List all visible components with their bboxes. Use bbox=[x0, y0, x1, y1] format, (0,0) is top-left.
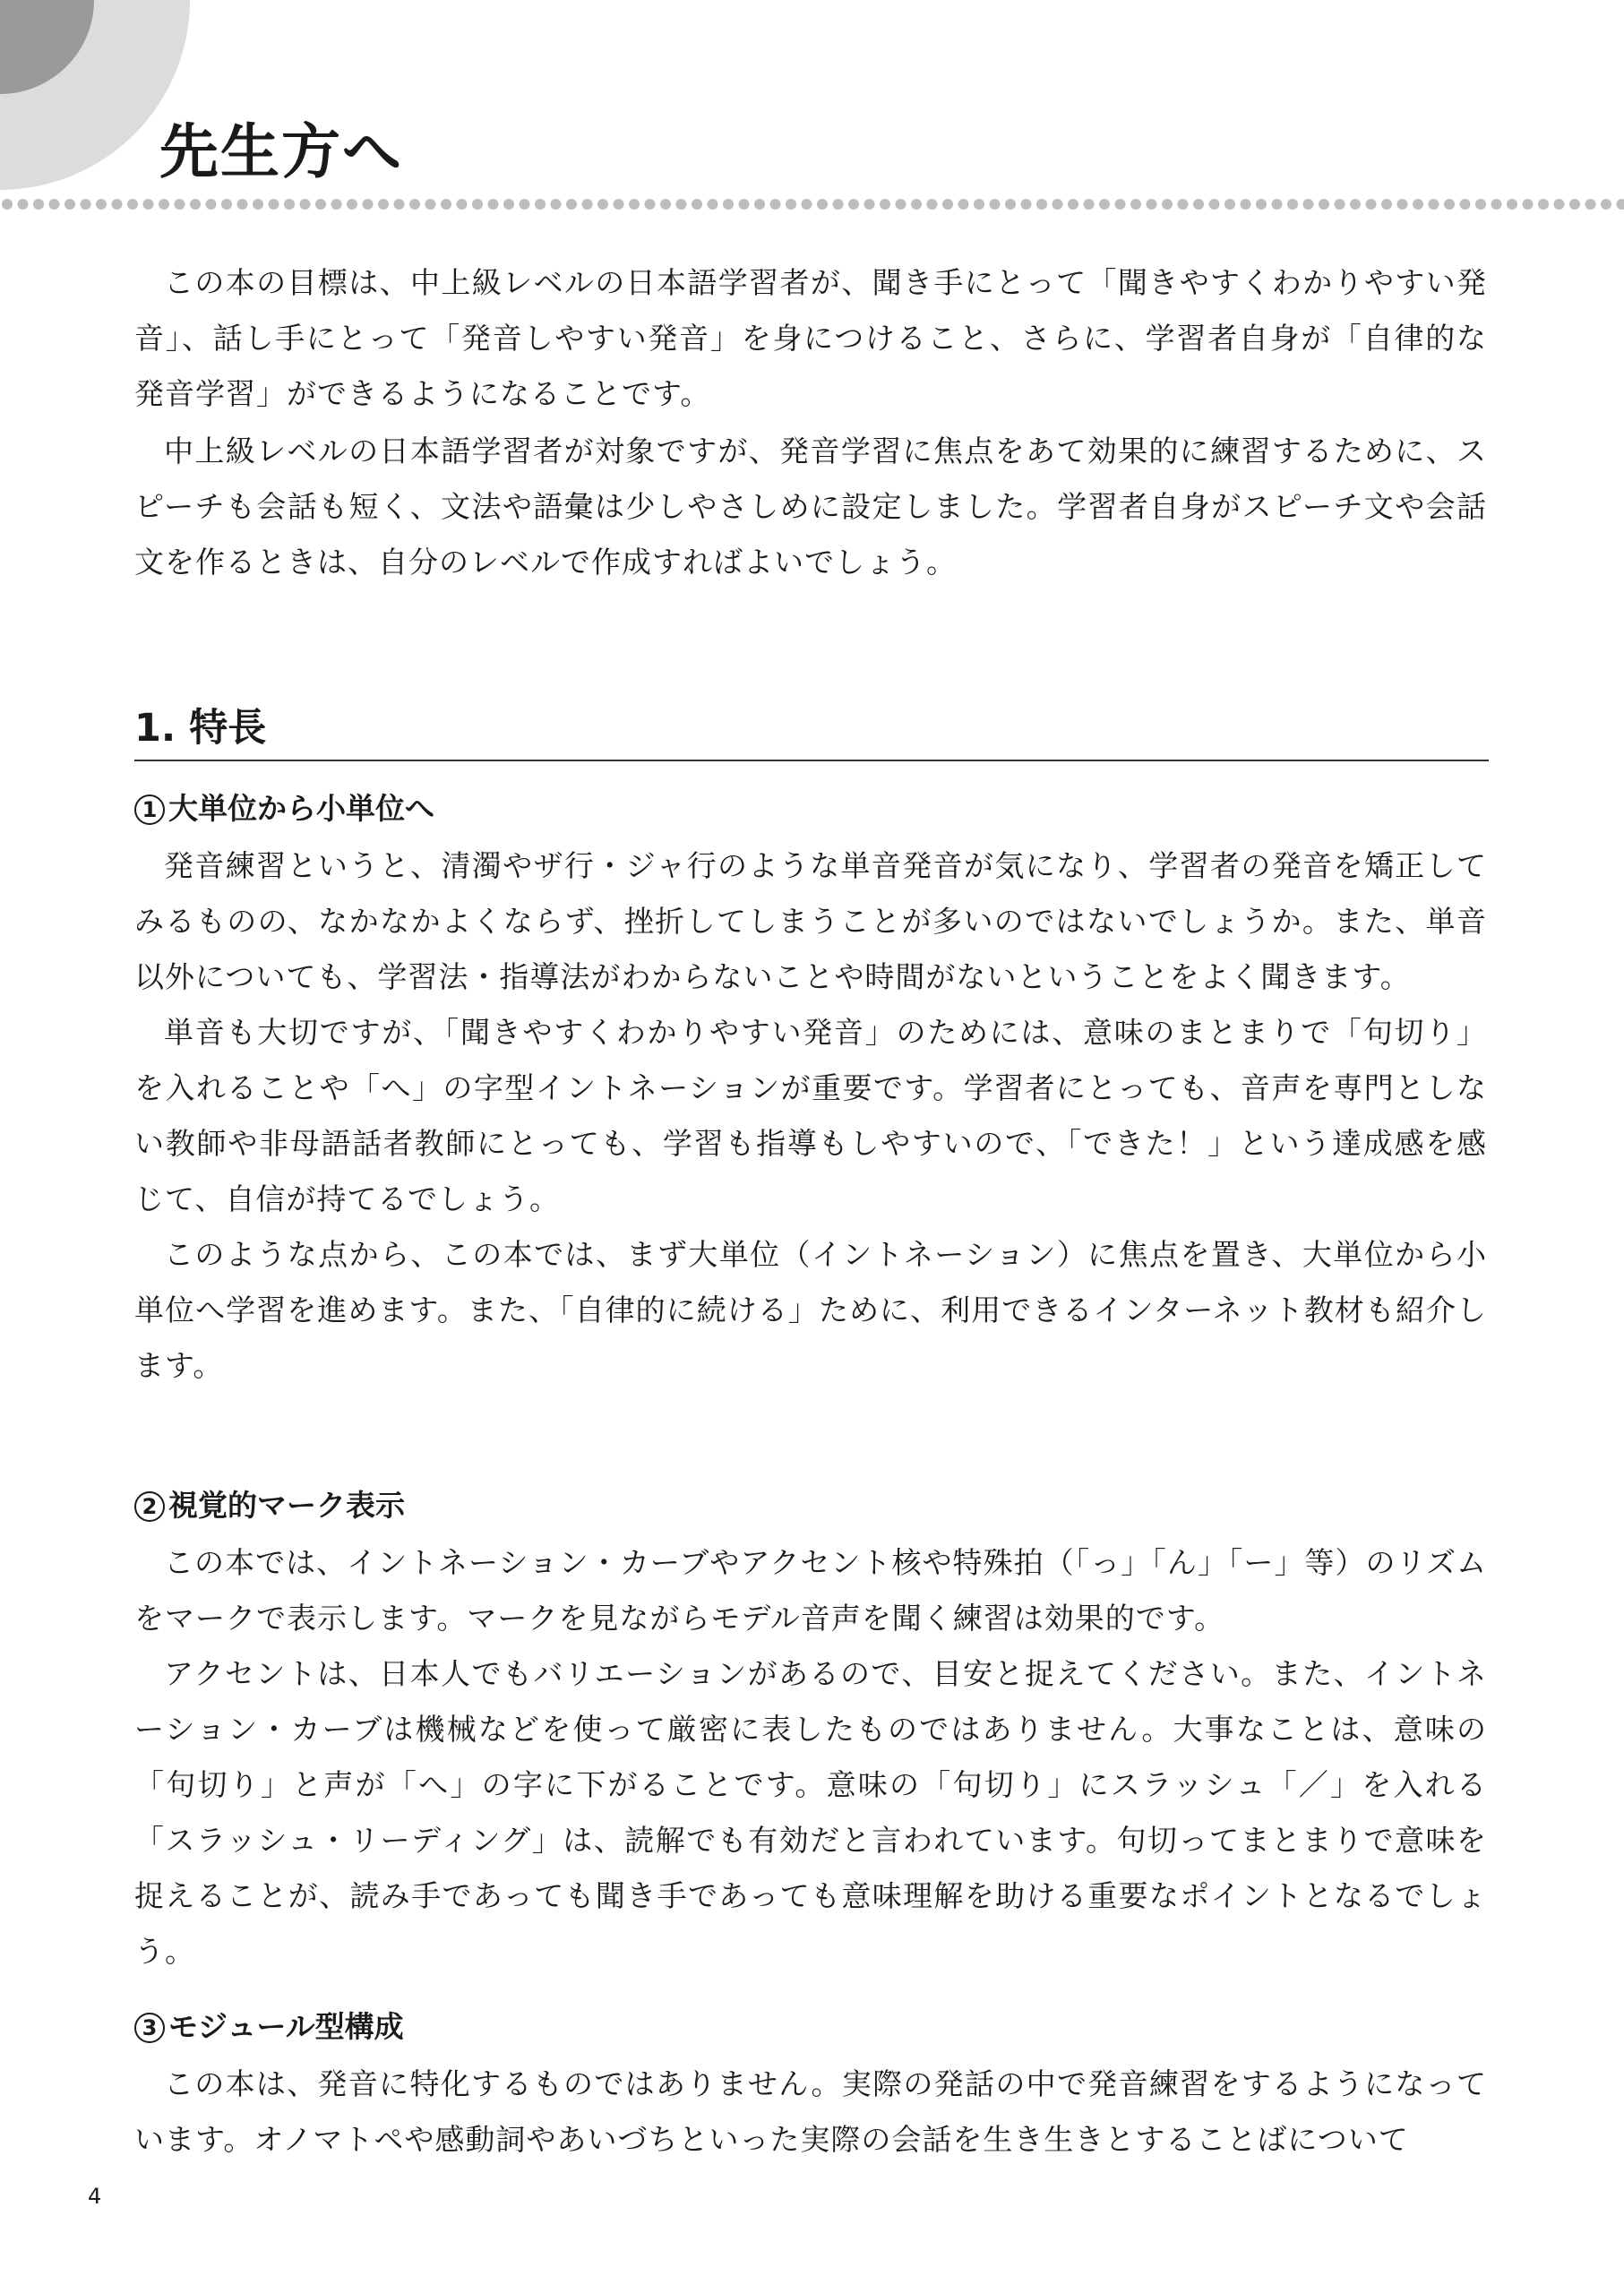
page-number: 4 bbox=[88, 2184, 102, 2209]
circled-number: 3 bbox=[134, 2013, 165, 2043]
intro-paragraph: この本の目標は、中上級レベルの日本語学習者が、聞き手にとって「聞きやすくわかりやすい発音」、話し手にとって「発音しやすい発音」を身につけること、さらに、学習者自身が「自律的な発音学習」ができるようになることです。 bbox=[134, 265, 1487, 411]
page-title: 先生方へ bbox=[159, 117, 403, 186]
dotted-divider bbox=[0, 195, 1624, 213]
circled-number: 1 bbox=[134, 794, 165, 825]
intro-paragraph: 中上級レベルの日本語学習者が対象ですが、発音学習に焦点をあて効果的に練習するために、スピーチも会話も短く、文法や語彙は少しやさしめに設定しました。学習者自身がスピーチ文や会話文を作るときは、自分のレベルで作成すればよいでしょう。 bbox=[134, 434, 1487, 580]
subsection-heading bbox=[134, 1483, 405, 1528]
subsection-title: 視覚的マーク表示 bbox=[168, 1488, 405, 1523]
body-paragraph: 発音練習というと、清濁やザ行・ジャ行のような単音発音が気になり、学習者の発音を矯正してみるものの、なかなかよくならず、挫折してしまうことが多いのではないでしょうか。また、単音以外についても、学習法・指導法がわからないことや時間がないということをよく聞きます。 bbox=[134, 848, 1487, 994]
circled-number: 2 bbox=[134, 1491, 165, 1522]
subsection-title: モジュール型構成 bbox=[168, 2009, 404, 2044]
body-paragraph: アクセントは、日本人でもバリエーションがあるので、目安と捉えてください。また、イントネーション・カーブは機械などを使って厳密に表したものではありません。大事なことは、意味の「句切り」と声が「へ」の字に下がることです。意味の「句切り」にスラッシュ「／」を入れる「スラッシュ・リーディング」は、読解でも有効だと言われています。句切ってまとまりで意味を捉えることが、読み手であっても聞き手であっても意味理解を助ける重要なポイントとなるでしょう。 bbox=[134, 1656, 1487, 1969]
body-paragraph: このような点から、この本では、まず大単位（イントネーション）に焦点を置き、大単位から小単位へ学習を進めます。また、「自律的に続ける」ために、利用できるインターネット教材も紹介します。 bbox=[134, 1237, 1487, 1383]
body-paragraph: この本は、発音に特化するものではありません。実際の発話の中で発音練習をするようになっています。オノマトペや感動詞やあいづちといった実際の会話を生き生きとすることばについて bbox=[134, 2066, 1487, 2157]
body-paragraph: 単音も大切ですが、「聞きやすくわかりやすい発音」のためには、意味のまとまりで「句切り」を入れることや「へ」の字型イントネーションが重要です。学習者にとっても、音声を専門としない教師や非母語話者教師にとっても、学習も指導もしやすいので、「できた！」という達成感を感じて、自信が持てるでしょう。 bbox=[134, 1015, 1487, 1216]
section-heading: 1. 特長 bbox=[134, 706, 267, 751]
subsection-heading bbox=[134, 2005, 404, 2049]
subsection-title: 大単位から小単位へ bbox=[168, 791, 434, 826]
section-rule bbox=[134, 760, 1489, 761]
body-paragraph: この本では、イントネーション・カーブやアクセント核や特殊拍（「っ」「ん」「ー」等）のリズムをマークで表示します。マークを見ながらモデル音声を聞く練習は効果的です。 bbox=[134, 1545, 1487, 1636]
subsection-heading bbox=[134, 786, 434, 831]
